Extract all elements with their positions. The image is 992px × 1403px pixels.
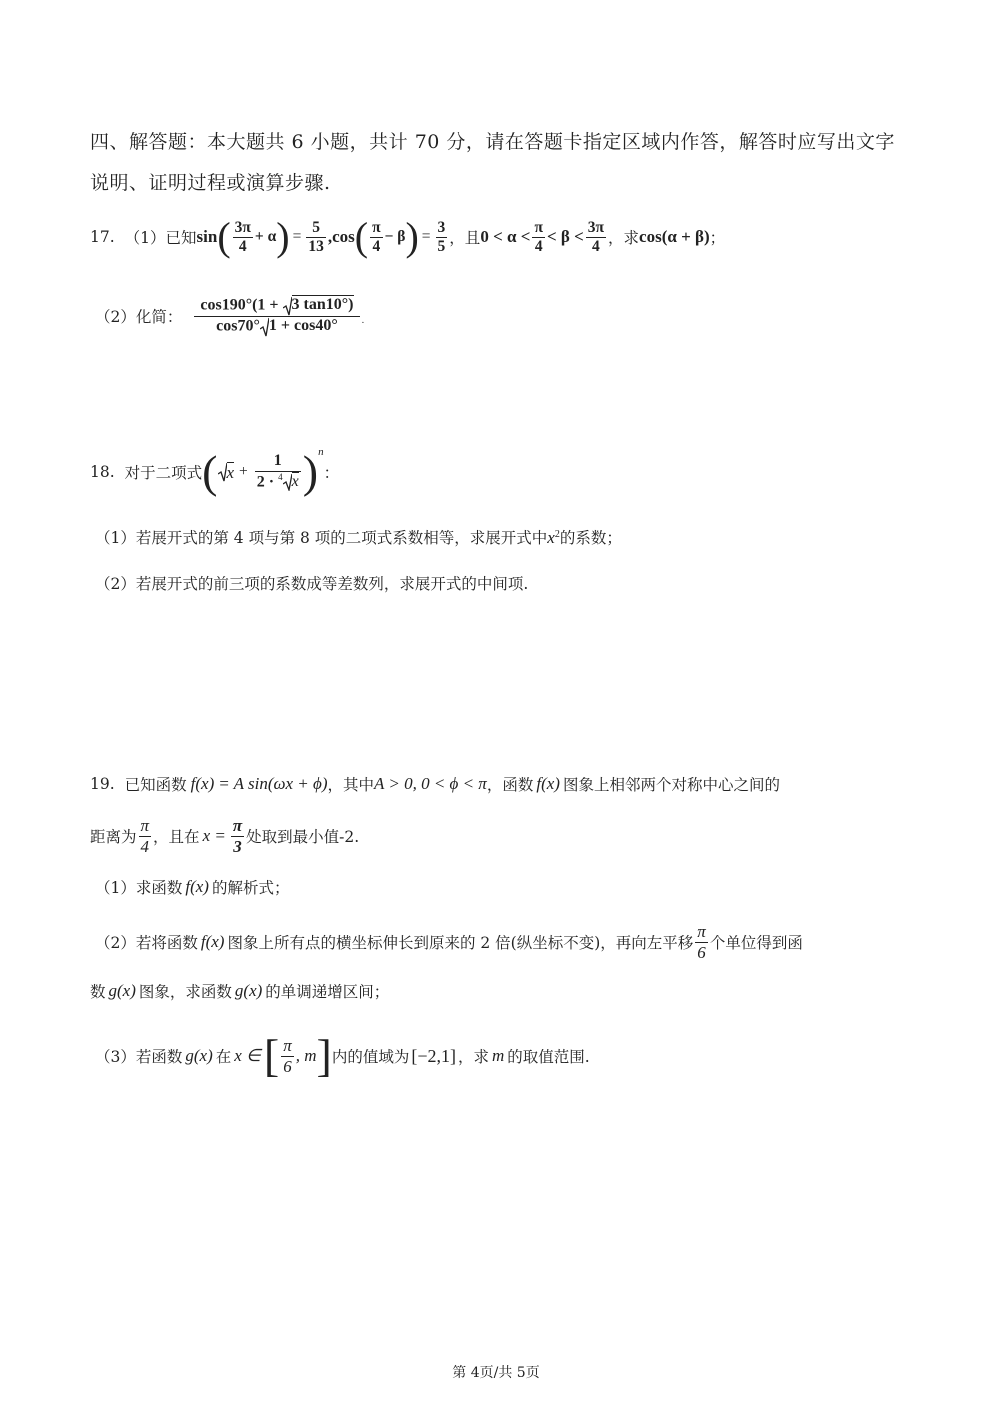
q17-part1-prefix: （1）已知 (124, 229, 197, 247)
x-in: x ∈ (234, 1046, 261, 1065)
q19-part1-end: 的解析式； (211, 879, 290, 897)
q19-part3-range-text: 内的值域为 (331, 1048, 410, 1066)
x-equals: x = (202, 826, 226, 845)
q18-stem: 18. 对于二项式 ( x + $\frac{1}{2 \cdot ^4 x}$ ) $^n$ ： (90, 446, 340, 497)
f-of-x-4: f(x) (200, 932, 225, 951)
q19-stem-line1 (90, 770, 780, 798)
simplify-denominator-a: cos70° (216, 317, 260, 335)
simplify-denominator-b: 1 + cos40° (268, 317, 338, 335)
sqrt-sign-icon (283, 296, 292, 316)
exponent-2: 2 (554, 528, 560, 540)
sqrt-x: x (226, 462, 235, 482)
q18-part2: （2）若展开式的前三项的系数成等差数列，求展开式的中间项. (95, 575, 529, 593)
m-var: m (492, 1046, 505, 1065)
q17-part1: 17. （1）已知 sin ( $\frac{3\pi}{4}$ + α ) = $\frac{5}{13}$ ,cos ( $\frac{\pi}{4}$ − β ) = $\frac{3}{5}$ ，且 0 < α < $\frac{\pi}{4}$ < β < $\frac{3\pi}{4}$ ，求 cos(α + β) ； (90, 214, 726, 259)
q19-intro: 已知函数 (124, 776, 187, 794)
fraction-5-13: $\frac{5}{13}$ (308, 218, 324, 255)
inequality-part1: 0 < α < (480, 227, 531, 246)
q17-part2-prefix: （2）化简： (95, 308, 183, 326)
q19-part1 (95, 874, 289, 900)
minus-beta: − β (384, 228, 406, 245)
q19-conditions: A > 0, 0 < ϕ < π (374, 774, 487, 793)
q19-part2-line2-c: 的单调递增区间； (265, 983, 390, 1001)
end-punct: ； (709, 229, 726, 247)
q18-part1 (95, 526, 622, 548)
fraction-pi-4: $\frac{\pi}{4}$ (372, 218, 381, 255)
fraction-pi-over-4: $\frac{\pi}{4}$ (140, 815, 150, 856)
g-of-x-3: g(x) (185, 1046, 213, 1065)
f-of-x: f(x) (190, 774, 215, 793)
f-of-x-2: f(x) (536, 774, 560, 793)
q19-part1-text: （1）求函数 (95, 879, 183, 897)
function-definition: = A sin(ωx + ϕ) (218, 774, 328, 793)
target-expression: cos(α + β) (639, 227, 710, 246)
q18-part1-end: 的系数； (559, 529, 622, 547)
q19-part3: （3）若函数 g(x) 在 x ∈ [ $\frac{\pi}{6}$ , m ] 内的值域为 [−2,1] ，求 m 的取值范围. (95, 1030, 590, 1081)
q18-colon: ： (323, 464, 340, 482)
q19-part3-in: 在 (215, 1048, 232, 1066)
fraction-pi-over-6-b: $\frac{\pi}{6}$ (283, 1035, 292, 1076)
q19-part2-line2-a: 数 (90, 983, 106, 1001)
q19-part2-transform: 图象上所有点的横坐标伸长到原来的 2 倍(纵坐标不变)，再向左平移 (227, 934, 694, 952)
q19-part2-shift-text: 个单位得到函 (709, 934, 803, 952)
q19-part2-line2-b: 图象，求函数 (138, 983, 232, 1001)
inequality-part2: < β < (546, 227, 584, 246)
equals-sign: = (292, 228, 302, 245)
fraction-3pi-4-b: $\frac{3\pi}{4}$ (587, 218, 605, 255)
q17-part2 (95, 288, 364, 344)
q19-stem-line2 (90, 812, 359, 860)
section-heading-line2: 说明、证明过程或演算步骤. (90, 172, 331, 194)
section-heading-line1: 四、解答题：本大题共 6 小题，共计 70 分，请在答题卡指定区域内作答，解答时应写出文字 (90, 131, 895, 153)
f-of-x-3: f(x) (185, 877, 209, 896)
q19-part2-line2 (90, 978, 389, 1004)
q19-cond-c: ，函数 (486, 776, 534, 794)
comma-m: , m (295, 1046, 317, 1065)
range-interval: [−2,1] (411, 1045, 456, 1066)
simplify-end: . (361, 316, 365, 326)
q18-intro: 对于二项式 (124, 464, 203, 482)
q19-cond-a: ，其中 (327, 776, 375, 794)
sqrt-sign-icon (260, 317, 269, 337)
sqrt-sign-icon (218, 462, 227, 482)
and-text: ，且 (449, 229, 481, 247)
binomial-fraction: $\frac{1}{2 \cdot ^4 x}$ (256, 452, 299, 491)
q19-part3-end: 的取值范围. (507, 1048, 590, 1066)
g-of-x: g(x) (108, 981, 136, 1000)
root-index: 4 (278, 471, 283, 482)
simplify-fraction (194, 296, 359, 337)
q19-and-text: ，且在 (153, 828, 200, 846)
plus-alpha: + α (254, 228, 277, 245)
fraction-pi-4-b: $\frac{\pi}{4}$ (534, 218, 543, 255)
fraction-pi-over-6: $\frac{\pi}{6}$ (697, 921, 706, 962)
fraction-3pi-4: $\frac{3\pi}{4}$ (234, 218, 251, 255)
q19-cond-d: 图象上相邻两个对称中心之间的 (562, 776, 780, 794)
simplify-numerator-b: 3 tan10°) (291, 296, 354, 314)
q19-part3-ask: ，求 (458, 1048, 490, 1066)
g-of-x-2: g(x) (234, 981, 263, 1000)
simplify-numerator-a: cos190°(1 + (200, 296, 283, 314)
q19-part2-line1 (95, 918, 803, 966)
equals-sign-2: = (421, 228, 431, 245)
q19-distance-text: 距离为 (90, 828, 137, 846)
x-var: x (547, 528, 555, 547)
cos-func: ,cos (327, 227, 355, 246)
exponent-n: n (318, 446, 324, 458)
q19-part3-text: （3）若函数 (95, 1048, 183, 1066)
q19-part2-text: （2）若将函数 (95, 934, 198, 952)
ask-text: ，求 (608, 229, 640, 247)
q18-number: 18. (90, 463, 115, 481)
q19-number: 19. (90, 775, 115, 793)
q17-number: 17. (90, 228, 115, 246)
sin-func: sin (196, 227, 218, 246)
q18-part1-text: （1）若展开式的第 4 项与第 8 项的二项式系数相等，求展开式中 (95, 529, 548, 547)
plus-sign: + (239, 463, 248, 480)
q19-min-value-text: 处取到最小值-2. (246, 828, 360, 846)
fraction-pi-over-3: $\frac{\pi}{3}$ (232, 815, 243, 856)
fraction-3-5: $\frac{3}{5}$ (437, 218, 446, 255)
page-number: 第 4页/共 5页 (452, 1365, 540, 1381)
fourth-root-icon (283, 473, 292, 491)
